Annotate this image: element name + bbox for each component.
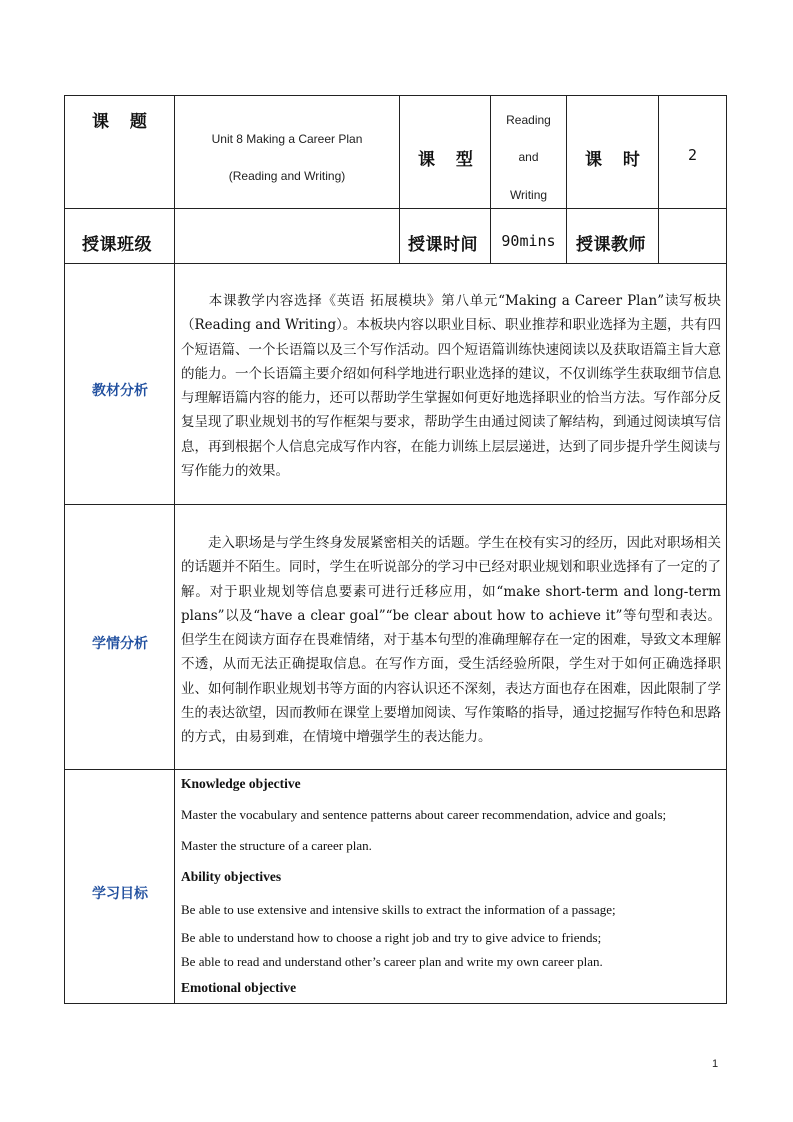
hours-value: 2 xyxy=(687,146,698,164)
lesson-title-line1: Unit 8 Making a Career Plan xyxy=(211,132,363,146)
class-label: 授课班级 xyxy=(82,235,152,255)
table-border-row1 xyxy=(64,208,727,209)
ability-objective-1: Be able to use extensive and intensive skills to extract the information of a passage; xyxy=(181,902,616,917)
hours-label: 课 时 xyxy=(585,150,641,170)
lesson-title-line2: (Reading and Writing) xyxy=(228,169,346,183)
student-analysis-text: 走入职场是与学生终身发展紧密相关的话题。学生在校有实习的经历，因此对职场相关的话题并不陌生。同时，学生在听说部分的学习中已经对职业规划和职业选择有了一定的了解。对于职业规划等信息要素可进行迁移应用，如“make short-term and long-term plans”以及“have a clear goal”“be clear about how to achieve it”等句型和表达。但学生在阅读方面存在畏难情绪，对于基本句型的准确理解存在一定的困难，导致文本理解不透，从而无法正确提取信息。在写作方面，受生活经验所限，学生对于如何正确选择职业、如何制作职业规划书等方面的内容认识还不深刻，表达方面也存在困难，因此限制了学生的表达欲望，因而教师在课堂上要增加阅读、写作策略的指导，通过挖掘写作特色和思路的方式，由易到难，在情境中增强学生的表达能力。 xyxy=(181,535,721,746)
ability-objective-heading: Ability objectives xyxy=(181,869,282,884)
teacher-value[interactable] xyxy=(660,222,724,252)
knowledge-objective-1: Master the vocabulary and sentence patterns about career recommendation, advice and goals; xyxy=(181,807,667,822)
type-label: 课 型 xyxy=(418,150,474,170)
material-analysis-label: 教材分析 xyxy=(92,383,148,399)
page-number: 1 xyxy=(712,1058,719,1070)
type-value-line1: Reading xyxy=(506,113,551,127)
table-border-left xyxy=(64,95,65,1004)
ability-objective-3: Be able to read and understand other’s career plan and write my own career plan. xyxy=(181,954,603,969)
time-value: 90mins xyxy=(501,232,556,250)
time-label: 授课时间 xyxy=(408,235,478,255)
ability-objective-2: Be able to understand how to choose a right job and try to give advice to friends; xyxy=(181,930,602,945)
knowledge-objective-2: Master the structure of a career plan. xyxy=(181,838,372,853)
table-border-right xyxy=(726,95,727,1004)
type-value-line3: Writing xyxy=(509,188,548,202)
learning-objectives-label: 学习目标 xyxy=(92,886,148,902)
table-border-row4 xyxy=(64,769,727,770)
table-border-top xyxy=(64,95,727,96)
table-border-col5 xyxy=(658,95,659,264)
course-label: 课 题 xyxy=(92,112,148,132)
table-border-row2 xyxy=(64,263,727,264)
table-border-col4 xyxy=(566,95,567,264)
class-value[interactable] xyxy=(176,222,396,252)
table-border-col2 xyxy=(399,95,400,264)
emotional-objective-heading: Emotional objective xyxy=(181,980,297,995)
knowledge-objective-heading: Knowledge objective xyxy=(181,776,301,791)
table-border-col1 xyxy=(174,95,175,1004)
material-analysis-text: 本课教学内容选择《英语 拓展模块》第八单元“Making a Career Plan”读写板块（Reading and Writing）。本板块内容以职业目标、职业推荐和职业选择为主题，共有四个短语篇、一个长语篇以及三个写作活动。四个短语篇训练快速阅读以及获取语篇主旨大意的能力。一个长语篇主要介绍如何科学地进行职业选择的建议，不仅训练学生获取细节信息与理解语篇内容的能力，还可以帮助学生掌握如何更好地选择职业的恰当方法。写作部分反复呈现了职业规划书的写作框架与要求，帮助学生由通过阅读了解结构，到通过阅读填写信息，再到根据个人信息完成写作内容，在能力训练上层层递进，达到了同步提升学生阅读与写作能力的效果。 xyxy=(181,293,721,480)
teacher-label: 授课教师 xyxy=(576,235,646,255)
table-border-row3 xyxy=(64,504,727,505)
student-analysis-label: 学情分析 xyxy=(92,636,148,652)
table-border-bottom xyxy=(64,1003,727,1004)
type-value-line2: and xyxy=(518,150,539,164)
